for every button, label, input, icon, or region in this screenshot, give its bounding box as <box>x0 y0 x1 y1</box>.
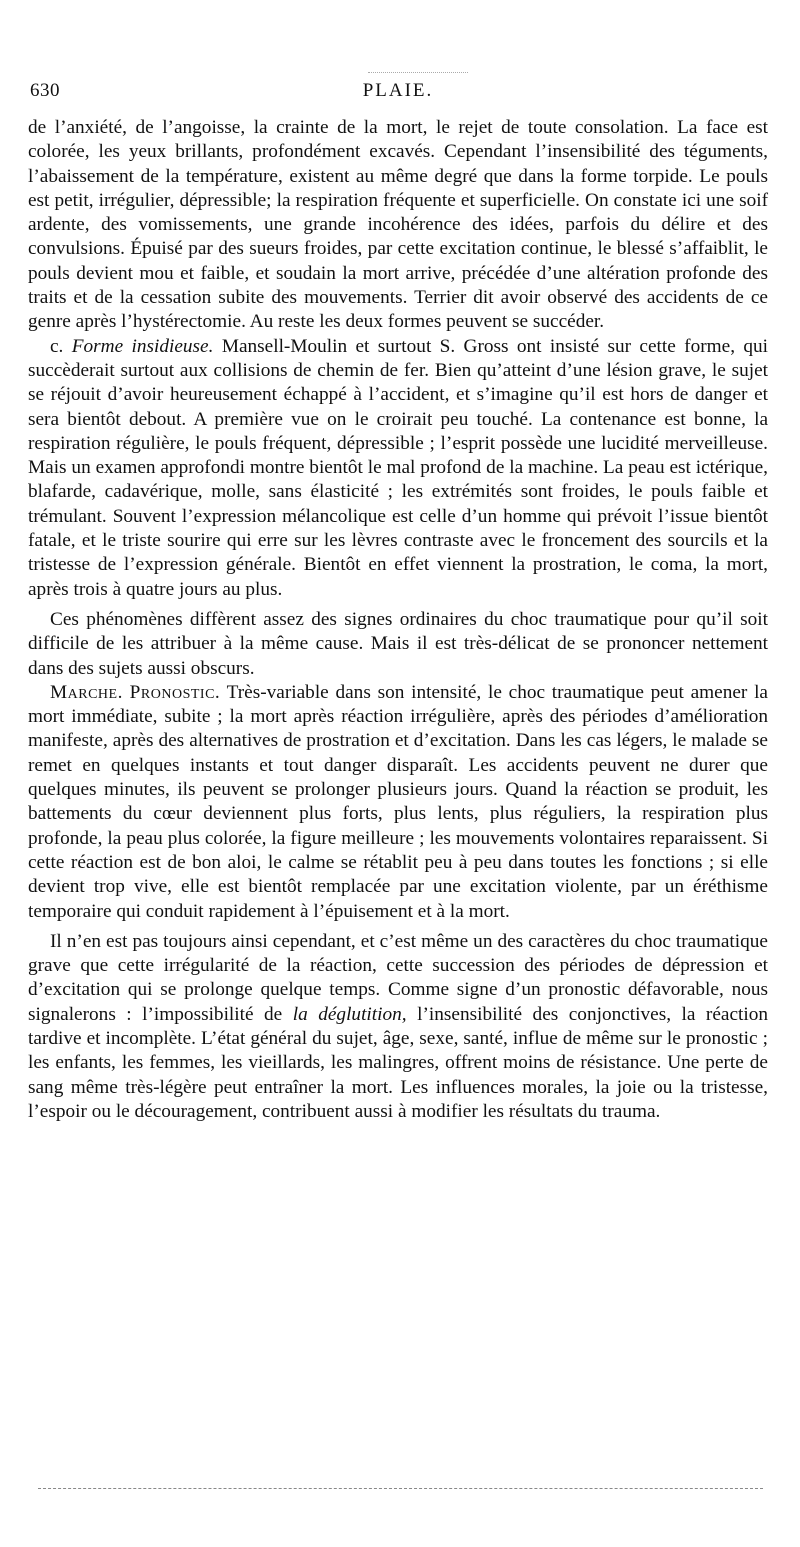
deglutition-term: la déglutition, <box>292 1003 407 1025</box>
pronostic-label: Pronostic. <box>129 681 221 703</box>
irregularite-text: Il n’en est pas toujours ainsi cependant, et c’est même un des caractères du choc traumatique grave que cette irrégularité de la réaction, cette succession des périodes de dépression et d’excitation qui se prolonge quelque temps. Comme signe d’un pronostic défavorable, nous signalerons : l’impossibilité de <box>28 930 768 1025</box>
paragraph-continuation: de l’anxiété, de l’angoisse, la crainte de la mort, le rejet de toute consolation. La face est colorée, les yeux brillants, profondément excavés. Cependant l’insensibilité des téguments, l’abaissement de la température, existent au même degré que dans la forme torpide. Le pouls est petit, irrégulier, dépressible; la respiration fréquente et superficielle. On constate ici une soif ardente, des vomissements, une grande incohérence des idées, parfois du délire et des convulsions. Épuisé par des sueurs froides, par cette excitation continue, le blessé s’affaiblit, le pouls devient mou et faible, et soudain la mort arrive, précédée d’une altération profonde des traits et de la cessation subite des mouvements. Terrier dit avoir observé des accidents de ce genre après l’hystérectomie. Au reste les deux formes peuvent se succéder. <box>28 117 768 333</box>
form-label-title: Forme insidieuse. <box>71 335 214 357</box>
marche-label: Marche. <box>50 681 123 703</box>
paragraph-forme-insidieuse <box>28 335 768 602</box>
page-number: 630 <box>30 80 60 101</box>
body-text <box>28 116 768 1124</box>
paragraph-phenomenes: Ces phénomènes diffèrent assez des signes ordinaires du choc traumatique pour qu’il soit difficile de les attribuer à la même cause. Mais il est très-délicat de se prononcer nettement dans des sujets aussi obscurs. <box>28 608 768 679</box>
irregularite-text-end: l’insensibilité des conjonctives, la réaction tardive et incomplète. L’état général du sujet, âge, sexe, santé, influe de même sur le pronostic ; les enfants, les femmes, les vieillards, les malingres, offrent moins de résistance. Une perte de sang même très-légère peut entraîner la mort. Les influences morales, la joie ou la tristesse, l’espoir ou le découragement, contribuent aussi à modifier les résultats du trauma. <box>28 1003 769 1122</box>
page-header <box>28 80 768 106</box>
decorative-dots <box>368 72 468 73</box>
footer-rule <box>38 1488 763 1489</box>
form-label-prefix: c. <box>50 335 64 357</box>
form-paragraph-text: Mansell-Moulin et surtout S. Gross ont insisté sur cette forme, qui succèderait surtout aux collisions de chemin de fer. Bien qu’atteint d’une lésion grave, le sujet se réjouit d’avoir heureusement échappé à l’accident, et s’imagine qu’il est hors de danger et sera bientôt debout. A première vue on le croirait peu touché. La contenance est bonne, la respiration régulière, le pouls fréquent, dépressible ; l’esprit possède une lucidité merveilleuse. Mais un examen approfondi montre bientôt le mal profond de la machine. La peau est ictérique, blafarde, cadavérique, molle, sans élasticité ; les extrémités sont froides, le pouls faible et trémulant. Souvent l’expression mélancolique est celle d’un homme qui prévoit l’issue bientôt fatale, et le triste sourire qui erre sur les lèvres contraste avec le froncement des sourcils et la tristesse de l’expression générale. Bientôt en effet viennent la prostration, le coma, la mort, après trois à quatre jours au plus. <box>28 335 768 600</box>
paragraph-marche-pronostic <box>28 681 768 924</box>
marche-paragraph-text: Très-variable dans son intensité, le choc traumatique peut amener la mort immédiate, subite ; la mort après réaction irrégulière, après des périodes d’amélioration manifeste, après des alternatives de prostration et d’excitation. Dans les cas légers, le malade se remet en quelques instants et tout danger disparaît. Les accidents peuvent ne durer que quelques minutes, ils peuvent se prolonger plusieurs jours. Quand la réaction se produit, les battements du cœur deviennent plus forts, plus lents, plus réguliers, la respiration plus profonde, la peau plus colorée, la figure meilleure ; les mouvements volontaires reparaissent. Si cette réaction est de bon aloi, le calme se rétablit peu à peu dans toutes les fonctions ; si elle devient trop vive, elle est bientôt remplacée par une excitation violente, par un éréthisme temporaire qui conduit rapidement à l’épuisement et à la mort. <box>28 681 768 922</box>
paragraph-irregularite <box>28 930 768 1124</box>
running-title: PLAIE. <box>362 80 434 101</box>
